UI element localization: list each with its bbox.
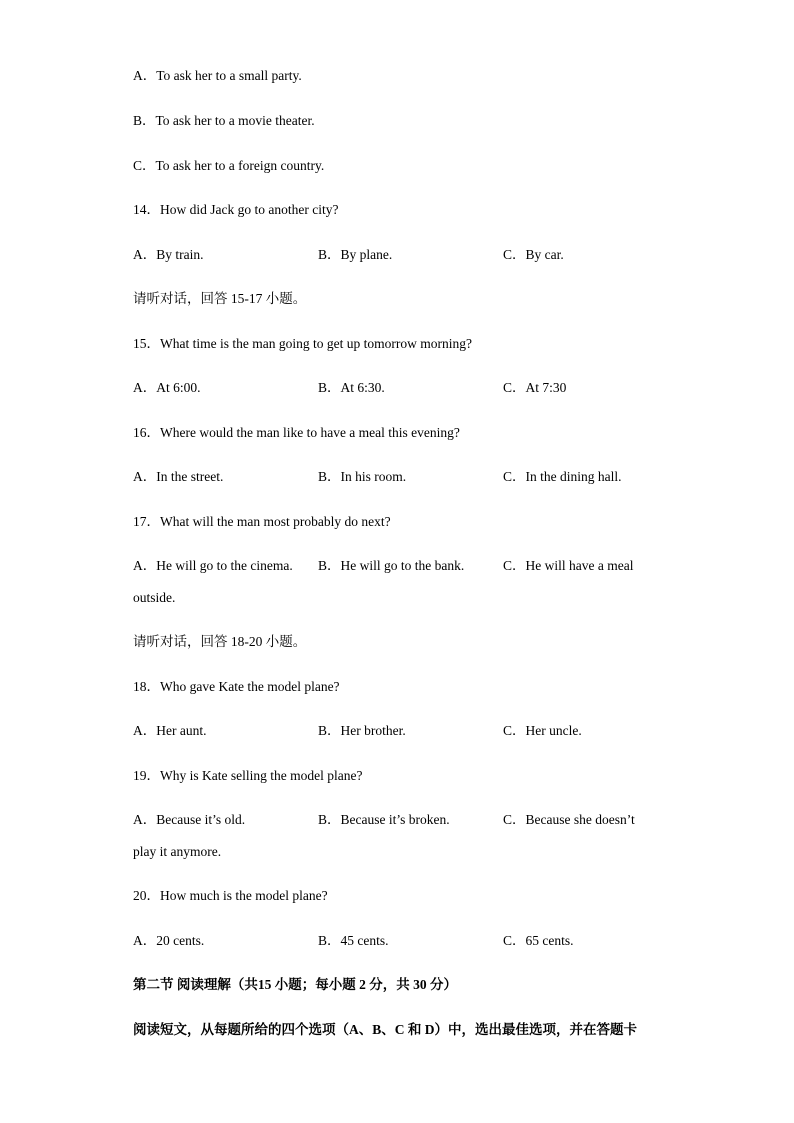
q14-option-b: B．By plane. (318, 247, 393, 262)
q14-option-a: A．By train. (133, 247, 204, 262)
section2-heading: 第二节 阅读理解（共15 小题；每小题 2 分，共 30 分） (133, 977, 457, 992)
q16-option-c: C．In the dining hall. (503, 469, 622, 484)
q19-option-c: C．Because she doesn’t (503, 812, 635, 827)
q14-question: 14．How did Jack go to another city? (133, 202, 339, 217)
section-15-17-instruction: 请听对话，回答 15-17 小题。 (133, 291, 307, 306)
q17-option-c: C．He will have a meal (503, 558, 634, 573)
q18-option-c: C．Her uncle. (503, 723, 582, 738)
q18-option-a: A．Her aunt. (133, 723, 207, 738)
q17-option-b: B．He will go to the bank. (318, 558, 465, 573)
q13-option-c: C．To ask her to a foreign country. (133, 158, 325, 173)
q19-option-a: A．Because it’s old. (133, 812, 246, 827)
q19-question: 19．Why is Kate selling the model plane? (133, 768, 363, 783)
q16-question: 16．Where would the man like to have a meal this evening? (133, 425, 460, 440)
section2-instructions: 阅读短文，从每题所给的四个选项（A、B、C 和 D）中，选出最佳选项，并在答题卡 (133, 1022, 638, 1037)
q15-option-c: C．At 7:30 (503, 380, 567, 395)
q13-option-b: B．To ask her to a movie theater. (133, 113, 315, 128)
q20-option-b: B．45 cents. (318, 933, 389, 948)
q17-option-c-continuation: outside. (133, 590, 176, 605)
q15-option-a: A．At 6:00. (133, 380, 201, 395)
q17-option-a: A．He will go to the cinema. (133, 558, 293, 573)
q18-option-b: B．Her brother. (318, 723, 406, 738)
q16-option-a: A．In the street. (133, 469, 224, 484)
q20-question: 20．How much is the model plane? (133, 888, 328, 903)
q20-option-a: A．20 cents. (133, 933, 205, 948)
q16-option-b: B．In his room. (318, 469, 407, 484)
q20-option-c: C．65 cents. (503, 933, 574, 948)
q15-question: 15．What time is the man going to get up tomorrow morning? (133, 336, 472, 351)
section-18-20-instruction: 请听对话，回答 18-20 小题。 (133, 634, 307, 649)
q15-option-b: B．At 6:30. (318, 380, 385, 395)
q19-option-b: B．Because it’s broken. (318, 812, 450, 827)
q18-question: 18．Who gave Kate the model plane? (133, 679, 340, 694)
q14-option-c: C．By car. (503, 247, 564, 262)
q19-option-c-continuation: play it anymore. (133, 844, 222, 859)
q13-option-a: A．To ask her to a small party. (133, 68, 302, 83)
q17-question: 17．What will the man most probably do next? (133, 514, 391, 529)
